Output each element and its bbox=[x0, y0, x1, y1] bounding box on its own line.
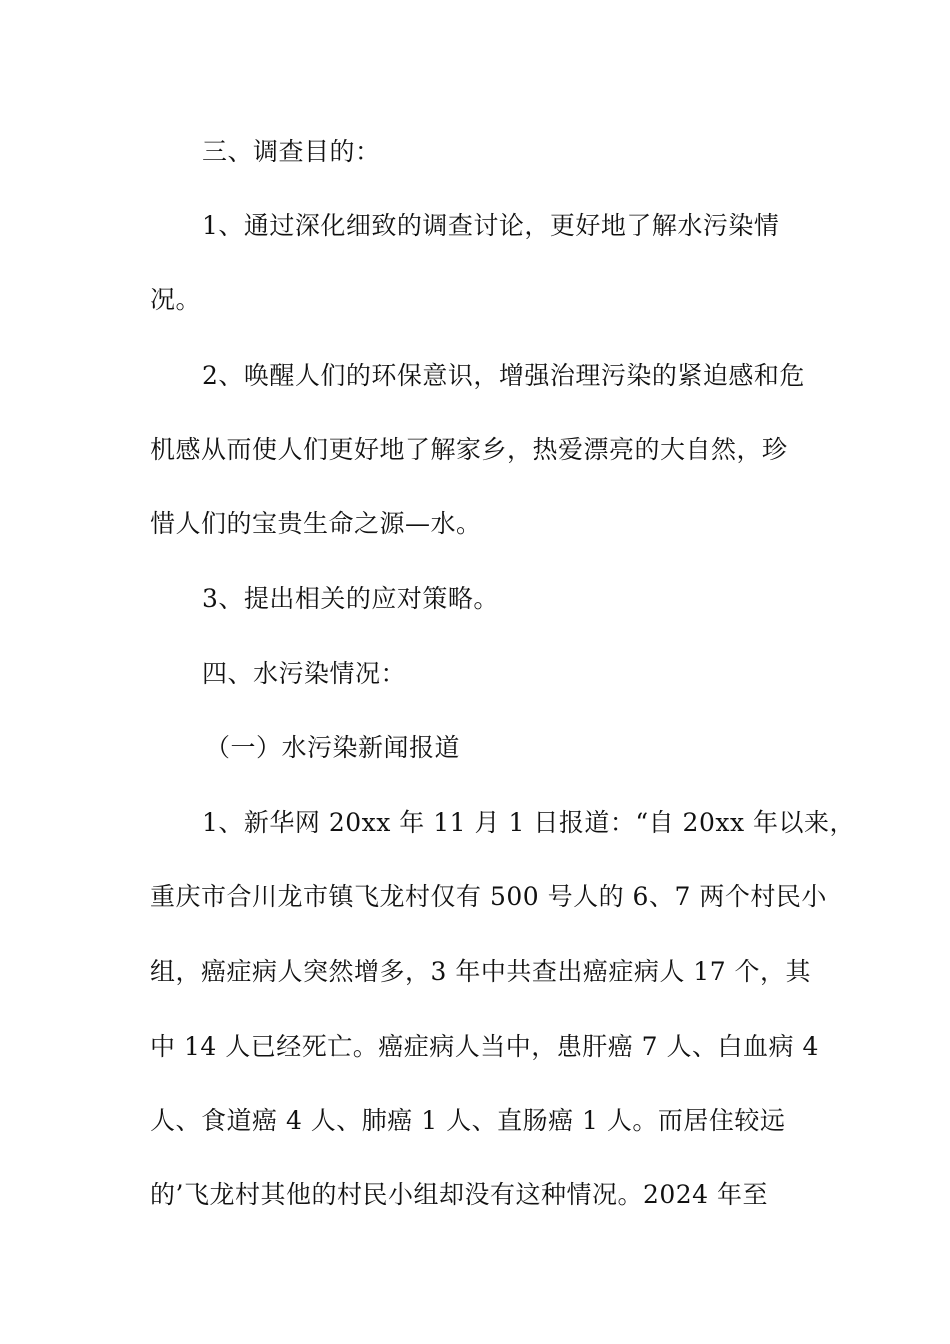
purpose-item-2-continuation-2: 惜人们的宝贵生命之源—水。 bbox=[150, 509, 482, 538]
news-item-1: 1、新华网 20xx 年 11 月 1 日报道：“自 20xx 年以来， bbox=[202, 808, 855, 837]
subsection-heading-news: （一）水污染新闻报道 bbox=[205, 733, 461, 762]
news-item-1-continuation-4: 人、食道癌 4 人、肺癌 1 人、直肠癌 1 人。而居住较远 bbox=[150, 1106, 786, 1135]
purpose-item-2: 2、唤醒人们的环保意识，增强治理污染的紧迫感和危 bbox=[202, 361, 805, 390]
purpose-item-2-continuation-1: 机感从而使人们更好地了解家乡，热爱漂亮的大自然，珍 bbox=[150, 435, 788, 464]
purpose-item-1-continuation: 况。 bbox=[150, 285, 202, 314]
purpose-item-1: 1、通过深化细致的调查讨论，更好地了解水污染情 bbox=[202, 211, 780, 240]
news-item-1-continuation-5: 的’飞龙村其他的村民小组却没有这种情况。2024 年至 bbox=[150, 1180, 769, 1209]
purpose-item-3: 3、提出相关的应对策略。 bbox=[202, 584, 499, 613]
news-item-1-continuation-3: 中 14 人已经死亡。癌症病人当中，患肝癌 7 人、白血病 4 bbox=[150, 1032, 819, 1061]
news-item-1-continuation-2: 组，癌症病人突然增多，3 年中共查出癌症病人 17 个，其 bbox=[150, 957, 812, 986]
news-item-1-continuation-1: 重庆市合川龙市镇飞龙村仅有 500 号人的 6、7 两个村民小 bbox=[150, 882, 827, 911]
section-heading-pollution: 四、水污染情况： bbox=[202, 659, 407, 688]
section-heading-purpose: 三、调查目的： bbox=[202, 137, 381, 166]
